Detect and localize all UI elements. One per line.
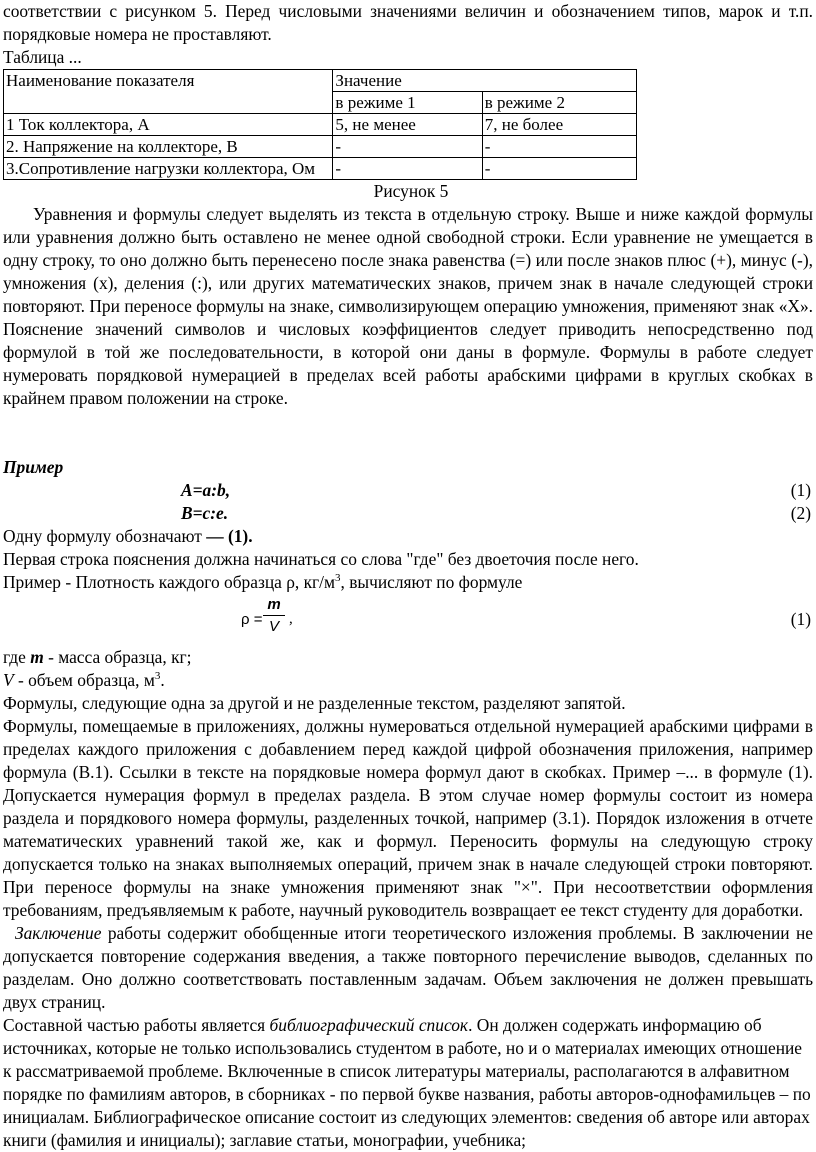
conclusion-italic: Заключение <box>15 923 102 943</box>
v-line <box>3 669 813 692</box>
rho-numerator: m <box>267 596 281 613</box>
where-m-text: - масса образца, кг; <box>43 647 192 667</box>
formula-line <box>3 502 813 525</box>
formula-number: (2) <box>790 503 811 523</box>
formula-line <box>3 479 813 502</box>
table-label: Таблица ... <box>3 47 82 67</box>
row-mode1-cell: 5, не менее <box>333 114 482 136</box>
table-header-row <box>4 70 637 92</box>
density-tail: , вычисляют по формуле <box>340 572 523 592</box>
table-row <box>4 114 637 136</box>
paragraph-appendix: Формулы, помещаемые в приложениях, должны нумероваться отдельной нумерацией арабскими цифрами в пределах каждого приложения с добавлением перед каждой цифрой обозначения приложения, например формула (В.1). Ссылки в тексте на порядковые номера формул дают в скобках. Пример –... в формуле (1). Допускается нумерация формул в пределах раздела. В этом случае номер формулы состоит из номера раздела и порядкового номера формулы, разделенных точкой, например (3.1). Порядок изложения в отчете математических уравнений такой же, как и формул. Переносить формулы на следующую строку допускается только на знаках выполняемых операций, причем знак в начале следующей строки повторяют. При переносе формулы на знаке умножения применяют знак "×". При несоответствии оформления требованиям, предъявляемым к работе, научный руководитель возвращает ее текст студенту для доработки. <box>3 716 813 920</box>
paragraph-conclusion <box>3 922 813 1014</box>
formula-expression: A=a:b, <box>181 480 231 500</box>
rho-formula-number: (1) <box>790 609 811 629</box>
header-value-cell: Значение <box>333 70 637 92</box>
document-page <box>3 0 813 1152</box>
row-name-cell: 1 Ток коллектора, А <box>4 114 333 136</box>
one-formula-bold: — (1). <box>206 526 253 546</box>
fraction-bar <box>263 615 285 616</box>
row-mode2-cell: - <box>482 158 636 180</box>
paragraph-bibliography <box>3 1014 813 1152</box>
intro-paragraph: соответствии с рисунком 5. Перед числовыми значениями величин и обозначением типов, марок и т.п. порядковые номера не проставляют. <box>3 1 813 44</box>
formula-number: (1) <box>790 480 811 500</box>
header-name-cell: Наименование показателя <box>4 70 333 114</box>
where-m-line <box>3 646 813 669</box>
table-row <box>4 158 637 180</box>
formula-expression: B=c:e. <box>181 503 229 523</box>
one-formula-text: Одну формулу обозначают <box>3 526 207 546</box>
rho-denominator: V <box>268 618 279 635</box>
header-mode2-cell: в режиме 2 <box>482 92 636 114</box>
biblio-prefix: Составной частью работы является <box>3 1015 270 1035</box>
header-mode1-cell: в режиме 1 <box>333 92 482 114</box>
paragraph-equations: Уравнения и формулы следует выделять из текста в отдельную строку. Выше и ниже каждой формулы или уравнения должно быть оставлено не менее одной свободной строки. Если уравнение не умещается в одну строку, то оно должно быть перенесено после знака равенства (=) или после знаков плюс (+), минус (-), умножения (х), деления (:), или других математических знаков, причем знак в начале следующей строки повторяют. При переносе формулы на знаке, символизирующем операцию умножения, применяют знак «Х». Пояснение значений символов и числовых коэффициентов следует приводить непосредственно под формулой в той же последовательности, в которой они даны в формуле. Формулы в работе следует нумеровать порядковой нумерацией в пределах всей работы арабскими цифрами в круглых скобках в крайнем правом положении на строке. <box>3 204 813 408</box>
density-sup: 3 <box>335 572 341 585</box>
row-mode1-cell: - <box>333 158 482 180</box>
row-mode1-cell: - <box>333 136 482 158</box>
parameters-table <box>3 69 637 180</box>
where-prefix: где <box>3 647 31 667</box>
biblio-italic: библиографический список <box>269 1015 469 1035</box>
density-text: Пример - Плотность каждого образца ρ, кг/м <box>3 572 336 592</box>
rho-lhs: ρ = <box>241 611 263 628</box>
rho-comma: , <box>289 611 293 627</box>
row-name-cell: 2. Напряжение на коллекторе, В <box>4 136 333 158</box>
rho-formula <box>3 594 813 646</box>
table-row <box>4 136 637 158</box>
row-mode2-cell: - <box>482 136 636 158</box>
example-label: Пример <box>3 457 64 477</box>
first-line-rule: Первая строка пояснения должна начинаться со слова "где" без двоеточия после него. <box>3 549 639 569</box>
var-m: m <box>30 647 44 667</box>
v-sup: 3 <box>154 670 161 683</box>
row-mode2-cell: 7, не более <box>482 114 636 136</box>
formulas-sequence-line: Формулы, следующие одна за другой и не разделенные текстом, разделяют запятой. <box>3 693 626 713</box>
v-tail: . <box>160 670 165 690</box>
var-v: V <box>3 670 14 690</box>
blank-space <box>3 410 813 456</box>
conclusion-text: работы содержит обобщенные итоги теоретического изложения проблемы. В заключении не допускается повторение содержания введения, а также повторного перечисление выводов, сделанных по разделам. Оно должно соответствовать поставленным задачам. Объем заключения не должен превышать двух страниц. <box>3 923 813 1012</box>
one-formula-line <box>3 525 813 548</box>
biblio-text: . Он должен содержать информацию об источниках, которые не только использовались студентом в работе, но и о материалах имеющих отношение к рассматриваемой проблеме. Включенные в список литературы материалы, располагаются в алфавитном порядке по фамилиям авторов, в сборниках - по первой букве названия, работы авторов-однофамильцев – по инициалам. Библиографическое описание состоит из следующих элементов: сведения об авторе или авторах книги (фамилия и инициалы); заглавие статьи, монографии, учебника; <box>3 1015 811 1150</box>
v-text: - объем образца, м <box>13 670 155 690</box>
rho-fraction <box>263 596 285 636</box>
row-name-cell: 3.Сопротивление нагрузки коллектора, Ом <box>4 158 333 180</box>
density-example <box>3 571 813 594</box>
figure-caption: Рисунок 5 <box>373 181 449 201</box>
